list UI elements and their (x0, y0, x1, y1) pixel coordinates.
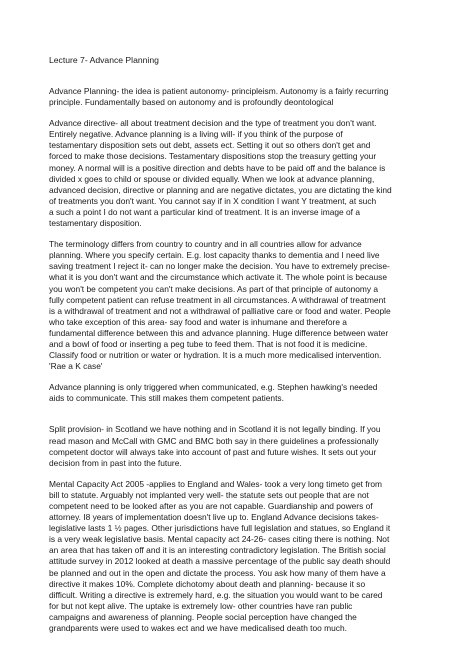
text-line: The terminology differs from country to country and in all countries allow for advance (49, 239, 362, 250)
text-line: is a withdrawal of treatment and not a withdrawal of palliative care or food and water. People (49, 305, 391, 316)
text-line: Entirely negative. Advance planning is a living will- if you think of the purpose of (49, 129, 343, 140)
text-line: attitude survey in 2012 looked at death a massive percentage of the public say death should (49, 556, 391, 567)
text-line: who take exception of this area- say food and water is inhumane and therefore a (49, 316, 347, 327)
text-line: Split provision- in Scotland we have nothing and in Scotland it is not legally binding. If you (49, 424, 381, 435)
text-line: principle. Fundamentally based on autonomy and is profoundly deontological (49, 97, 334, 108)
text-line: planning. Where you specify certain. E.g. lost capacity thanks to dementia and I need live (49, 250, 380, 261)
text-line: Classify food or nutrition or water or hydration. It is a much more medicalised intervention. (49, 350, 382, 361)
text-line: difficult. Writing a directive is extremely hard, e.g. the situation you would want to be cared (49, 589, 383, 600)
text-line: attorney. I8 years of implementation doesn't live up to. England Advance decisions takes- (49, 512, 379, 523)
text-line: competent doctor will always take into account of past and future wishes. It sets out your (49, 446, 377, 457)
paragraph-split-provision (49, 424, 429, 468)
text-line: bill to statute. Arguably not implanted very well- the statute sets out people that are not (49, 489, 369, 500)
text-line: decision from in past into the future. (49, 457, 182, 468)
text-line: divided x goes to child or spouse or divided equally. When we look at advance planning, (49, 173, 375, 184)
text-line: what it is you don't want and the circumstance which activate it. The whole point is because (49, 272, 388, 283)
text-line: testamentary disposition sets out debt, assets ect. Setting it out so others don't get and (49, 140, 371, 151)
text-line: campaigns and awareness of planning. People social perception have changed the (49, 611, 357, 622)
text-line: competent need to be looked after as you are not capable. Guardianship and powers of (49, 501, 373, 511)
paragraph-mental-capacity-act (49, 479, 429, 634)
document-page (49, 55, 429, 644)
document-title: Lecture 7- Advance Planning (49, 55, 159, 65)
paragraph-terminology (49, 239, 429, 372)
paragraph-communication (49, 382, 429, 404)
text-line: fundamental difference between this and advance planning. Huge difference between water (49, 327, 389, 338)
text-line: a such a point I do not want a particular kind of treatment. It is an inverse image of a (49, 206, 360, 217)
text-line: an area that has taken off and it is an interesting contradictory legislation. The British social (49, 545, 386, 556)
text-line: grandparents were used to wakes ect and we have medicalised death too much. (49, 623, 347, 634)
text-line: 'Rae a K case' (49, 361, 103, 372)
text-line: fully competent patient can refuse treatment in all circumstances. A withdrawal of treatment (49, 294, 386, 305)
text-line: money. A normal will is a positive direction and debts have to be paid off and the balance is (49, 162, 386, 173)
text-line: read mason and McCall with GMC and BMC both say in there guidelines a professionally (49, 435, 379, 446)
paragraph-advance-planning (49, 86, 429, 108)
text-line: is a very weak legislative basis. Mental capacity act 24-26- cases citing there is nothing. Not (49, 534, 390, 545)
text-line: Mental Capacity Act 2005 -applies to England and Wales- took a very long timeto get from (49, 478, 383, 489)
text-line: aids to communicate. This still makes them competent patients. (49, 393, 284, 404)
text-line: for but not kept alive. The uptake is extremely low- other countries have ran public (49, 600, 353, 611)
text-line: directive it makes 10%. Complete dichotomy about death and planning- because it so (49, 578, 366, 589)
text-line: forced to make those decisions. Testamentary dispositions stop the treasury getting your (49, 151, 377, 162)
text-line: you won't be competent you can't make decisions. As part of that principle of autonomy a (49, 283, 379, 294)
text-line: be planned and out in the open and dictate the process. You ask how many of them have a (49, 567, 386, 578)
text-line: legislative lasts 1 ½ pages. Other jurisdictions have full legislation and statues, so England it (49, 523, 391, 534)
text-line: saving treatment I reject it- can no longer make the decision. You have to extremely precise- (49, 261, 390, 272)
text-line: of treatments you don't want. You cannot say if in X condition I want Y treatment, at such (49, 195, 377, 206)
text-line: and a bowl of food or inserting a peg tube to feed them. That is not food it is medicine. (49, 338, 368, 349)
text-line: Advance planning is only triggered when communicated, e.g. Stephen hawking's needed (49, 382, 378, 393)
text-line: testamentary disposition. (49, 218, 142, 229)
text-line: advanced decision, directive or planning and are negative dictates, you are dictating the kind (49, 184, 392, 195)
text-line: Advance directive- all about treatment decision and the type of treatment you don't want. (49, 118, 377, 129)
paragraph-advance-directive (49, 118, 429, 229)
text-line: Advance Planning- the idea is patient autonomy- principleism. Autonomy is a fairly recurring (49, 86, 389, 96)
